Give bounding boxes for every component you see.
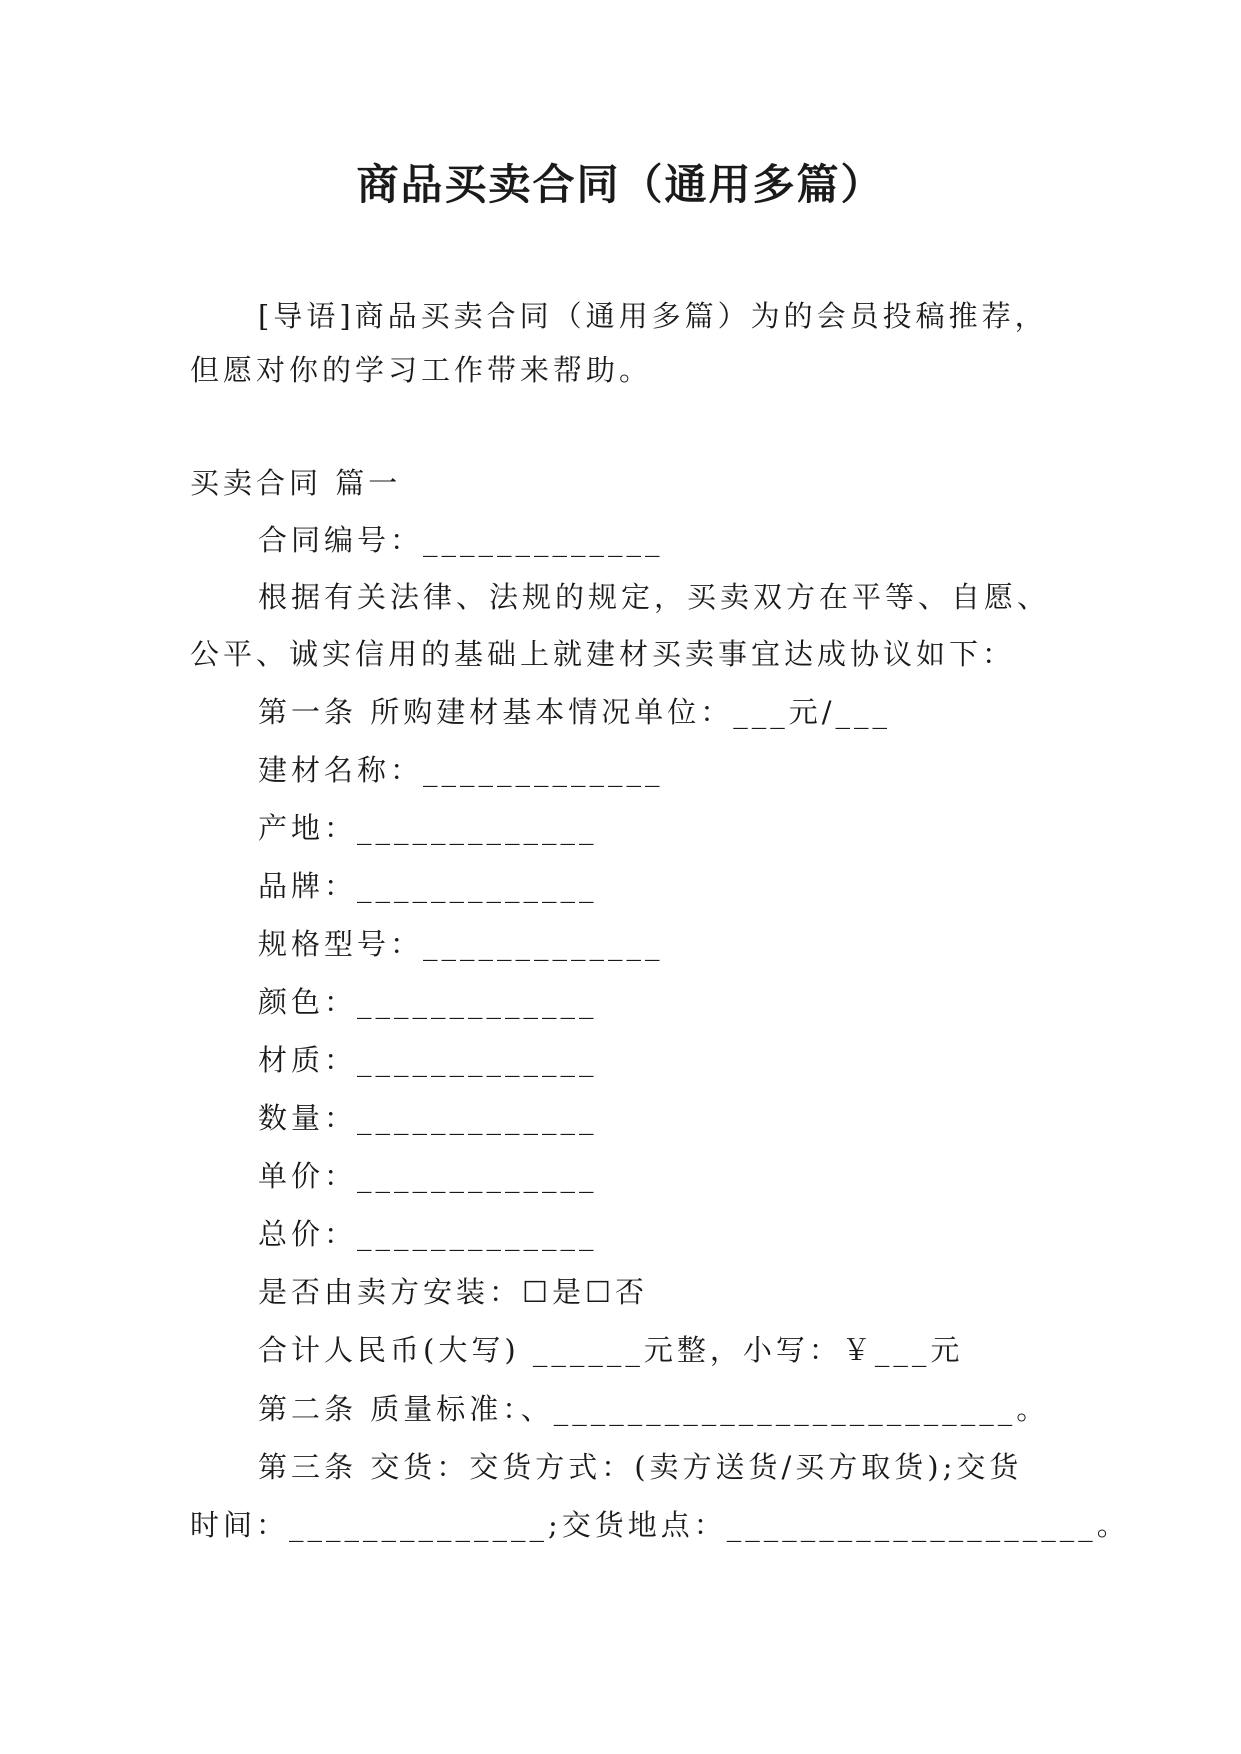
color-field: 颜色：_____________: [258, 985, 598, 1019]
model-field: 规格型号：_____________: [258, 927, 664, 961]
document-title: 商品买卖合同（通用多篇）: [356, 160, 885, 209]
unit-price-field: 单价：_____________: [258, 1159, 598, 1193]
intro-line-2: 但愿对你的学习工作带来帮助。: [190, 353, 653, 387]
texture-field: 材质：_____________: [258, 1043, 598, 1077]
total-price-field: 总价：_____________: [258, 1217, 598, 1251]
origin-field: 产地：_____________: [258, 811, 598, 845]
contract-number-field: 合同编号：_____________: [258, 523, 664, 557]
total-rmb-field: 合计人民币(大写) ______元整，小写：￥___元: [258, 1333, 964, 1367]
article-2: 第二条 质量标准：、_________________________。: [258, 1392, 1050, 1426]
article-1: 第一条 所购建材基本情况单位：___元/___: [258, 695, 891, 729]
article-3-line-2: 时间：______________;交货地点：____________________。: [190, 1508, 1130, 1542]
article-3-line-1: 第三条 交货：交货方式：(卖方送货/买方取货);交货: [258, 1450, 1023, 1484]
brand-field: 品牌：_____________: [258, 869, 598, 903]
install-option: 是否由卖方安装：☐是☐否: [258, 1275, 648, 1309]
material-name-field: 建材名称：_____________: [258, 753, 664, 787]
preamble-line-2: 公平、诚实信用的基础上就建材买卖事宜达成协议如下：: [190, 637, 1016, 671]
intro-line-1: [导语]商品买卖合同（通用多篇）为的会员投稿推荐，: [258, 299, 1048, 333]
preamble-line-1: 根据有关法律、法规的规定，买卖双方在平等、自愿、: [258, 580, 1051, 614]
section-heading: 买卖合同 篇一: [190, 466, 402, 500]
quantity-field: 数量：_____________: [258, 1101, 598, 1135]
